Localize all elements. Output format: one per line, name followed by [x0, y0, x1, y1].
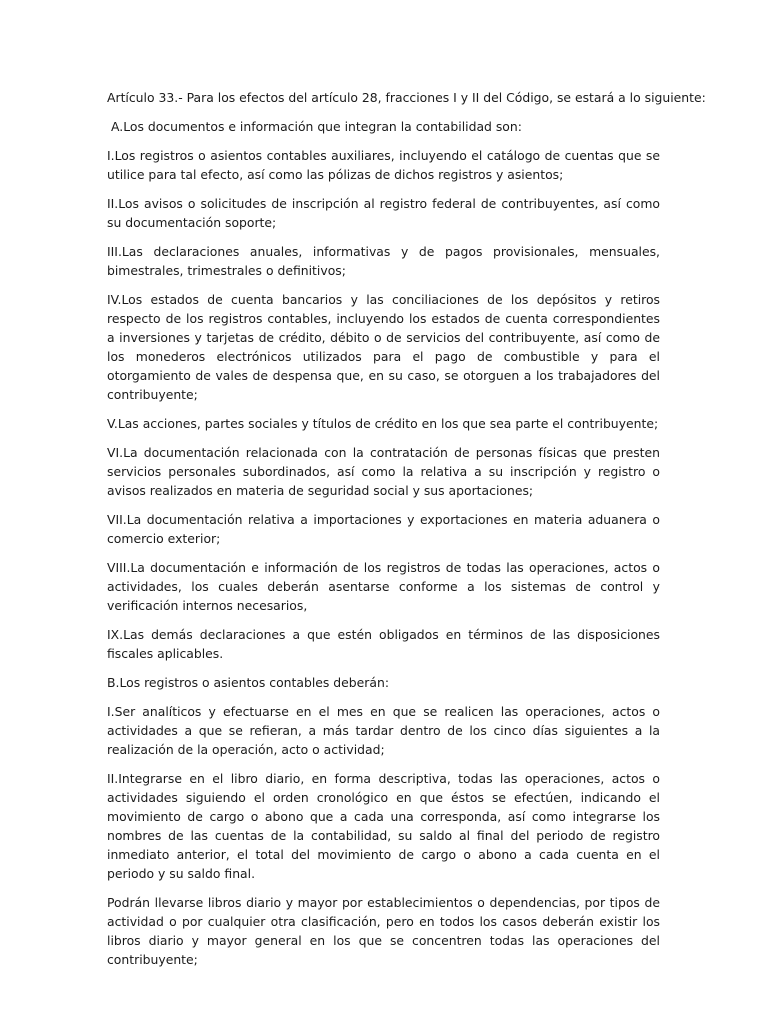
section-a-item-v: V.Las acciones, partes sociales y títulos de crédito en los que sea parte el contribuyente; — [107, 416, 659, 431]
section-b-item-i: I.Ser analíticos y efectuarse en el mes en que se realicen las operaciones, actos o actividades a que se refieran, a más tardar dentro de los cinco días siguientes a la realización de la operación, acto o actividad; — [107, 704, 660, 757]
section-a-item-iv: IV.Los estados de cuenta bancarios y las conciliaciones de los depósitos y retiros respecto de los registros contables, incluyendo los estados de cuenta correspondientes a inversiones y tarjetas de crédito, débito o de servicios del contribuyente, así como de los monederos electrónicos utilizados para el pago de combustible y para el otorgamiento de vales de despensa que, en su caso, se otorguen a los trabajadores del contribuyente; — [107, 292, 660, 402]
section-a-item-viii: VIII.La documentación e información de los registros de todas las operaciones, actos o actividades, los cuales deberán asentarse conforme a los sistemas de control y verificación internos necesarios, — [107, 560, 660, 613]
section-a-item-ix: IX.Las demás declaraciones a que estén obligados en términos de las disposiciones fiscales aplicables. — [107, 627, 660, 661]
section-a-item-iii: III.Las declaraciones anuales, informativas y de pagos provisionales, mensuales, bimestrales, trimestrales o definitivos; — [107, 244, 660, 278]
section-b-item-ii: II.Integrarse en el libro diario, en forma descriptiva, todas las operaciones, actos o actividades siguiendo el orden cronológico en que éstos se efectúen, indicando el movimiento de cargo o abono que a cada una corresponda, así como integrarse los nombres de las cuentas de la contabilidad, su saldo al final del periodo de registro inmediato anterior, el total del movimiento de cargo o abono a cada cuenta en el periodo y su saldo final. — [107, 771, 660, 881]
article-heading: Artículo 33.- Para los efectos del artículo 28, fracciones I y II del Código, se estará a lo siguiente: — [107, 90, 706, 105]
section-b-heading: B.Los registros o asientos contables deberán: — [107, 675, 389, 690]
section-b-paragraph: Podrán llevarse libros diario y mayor por establecimientos o dependencias, por tipos de actividad o por cualquier otra clasificación, pero en todos los casos deberán existir los libros diario y mayor general en los que se concentren todas las operaciones del contribuyente; — [107, 895, 660, 967]
section-a-item-i: I.Los registros o asientos contables auxiliares, incluyendo el catálogo de cuentas que se utilice para tal efecto, así como las pólizas de dichos registros y asientos; — [107, 148, 660, 182]
section-a-item-vi: VI.La documentación relacionada con la contratación de personas físicas que presten servicios personales subordinados, así como la relativa a su inscripción y registro o avisos realizados en materia de seguridad social y sus aportaciones; — [107, 445, 660, 498]
section-a-heading: A.Los documentos e información que integran la contabilidad son: — [111, 119, 522, 134]
document-page — [107, 88, 706, 979]
section-a-item-vii: VII.La documentación relativa a importaciones y exportaciones en materia aduanera o comercio exterior; — [107, 512, 660, 546]
section-a-item-ii: II.Los avisos o solicitudes de inscripción al registro federal de contribuyentes, así como su documentación soporte; — [107, 196, 660, 230]
